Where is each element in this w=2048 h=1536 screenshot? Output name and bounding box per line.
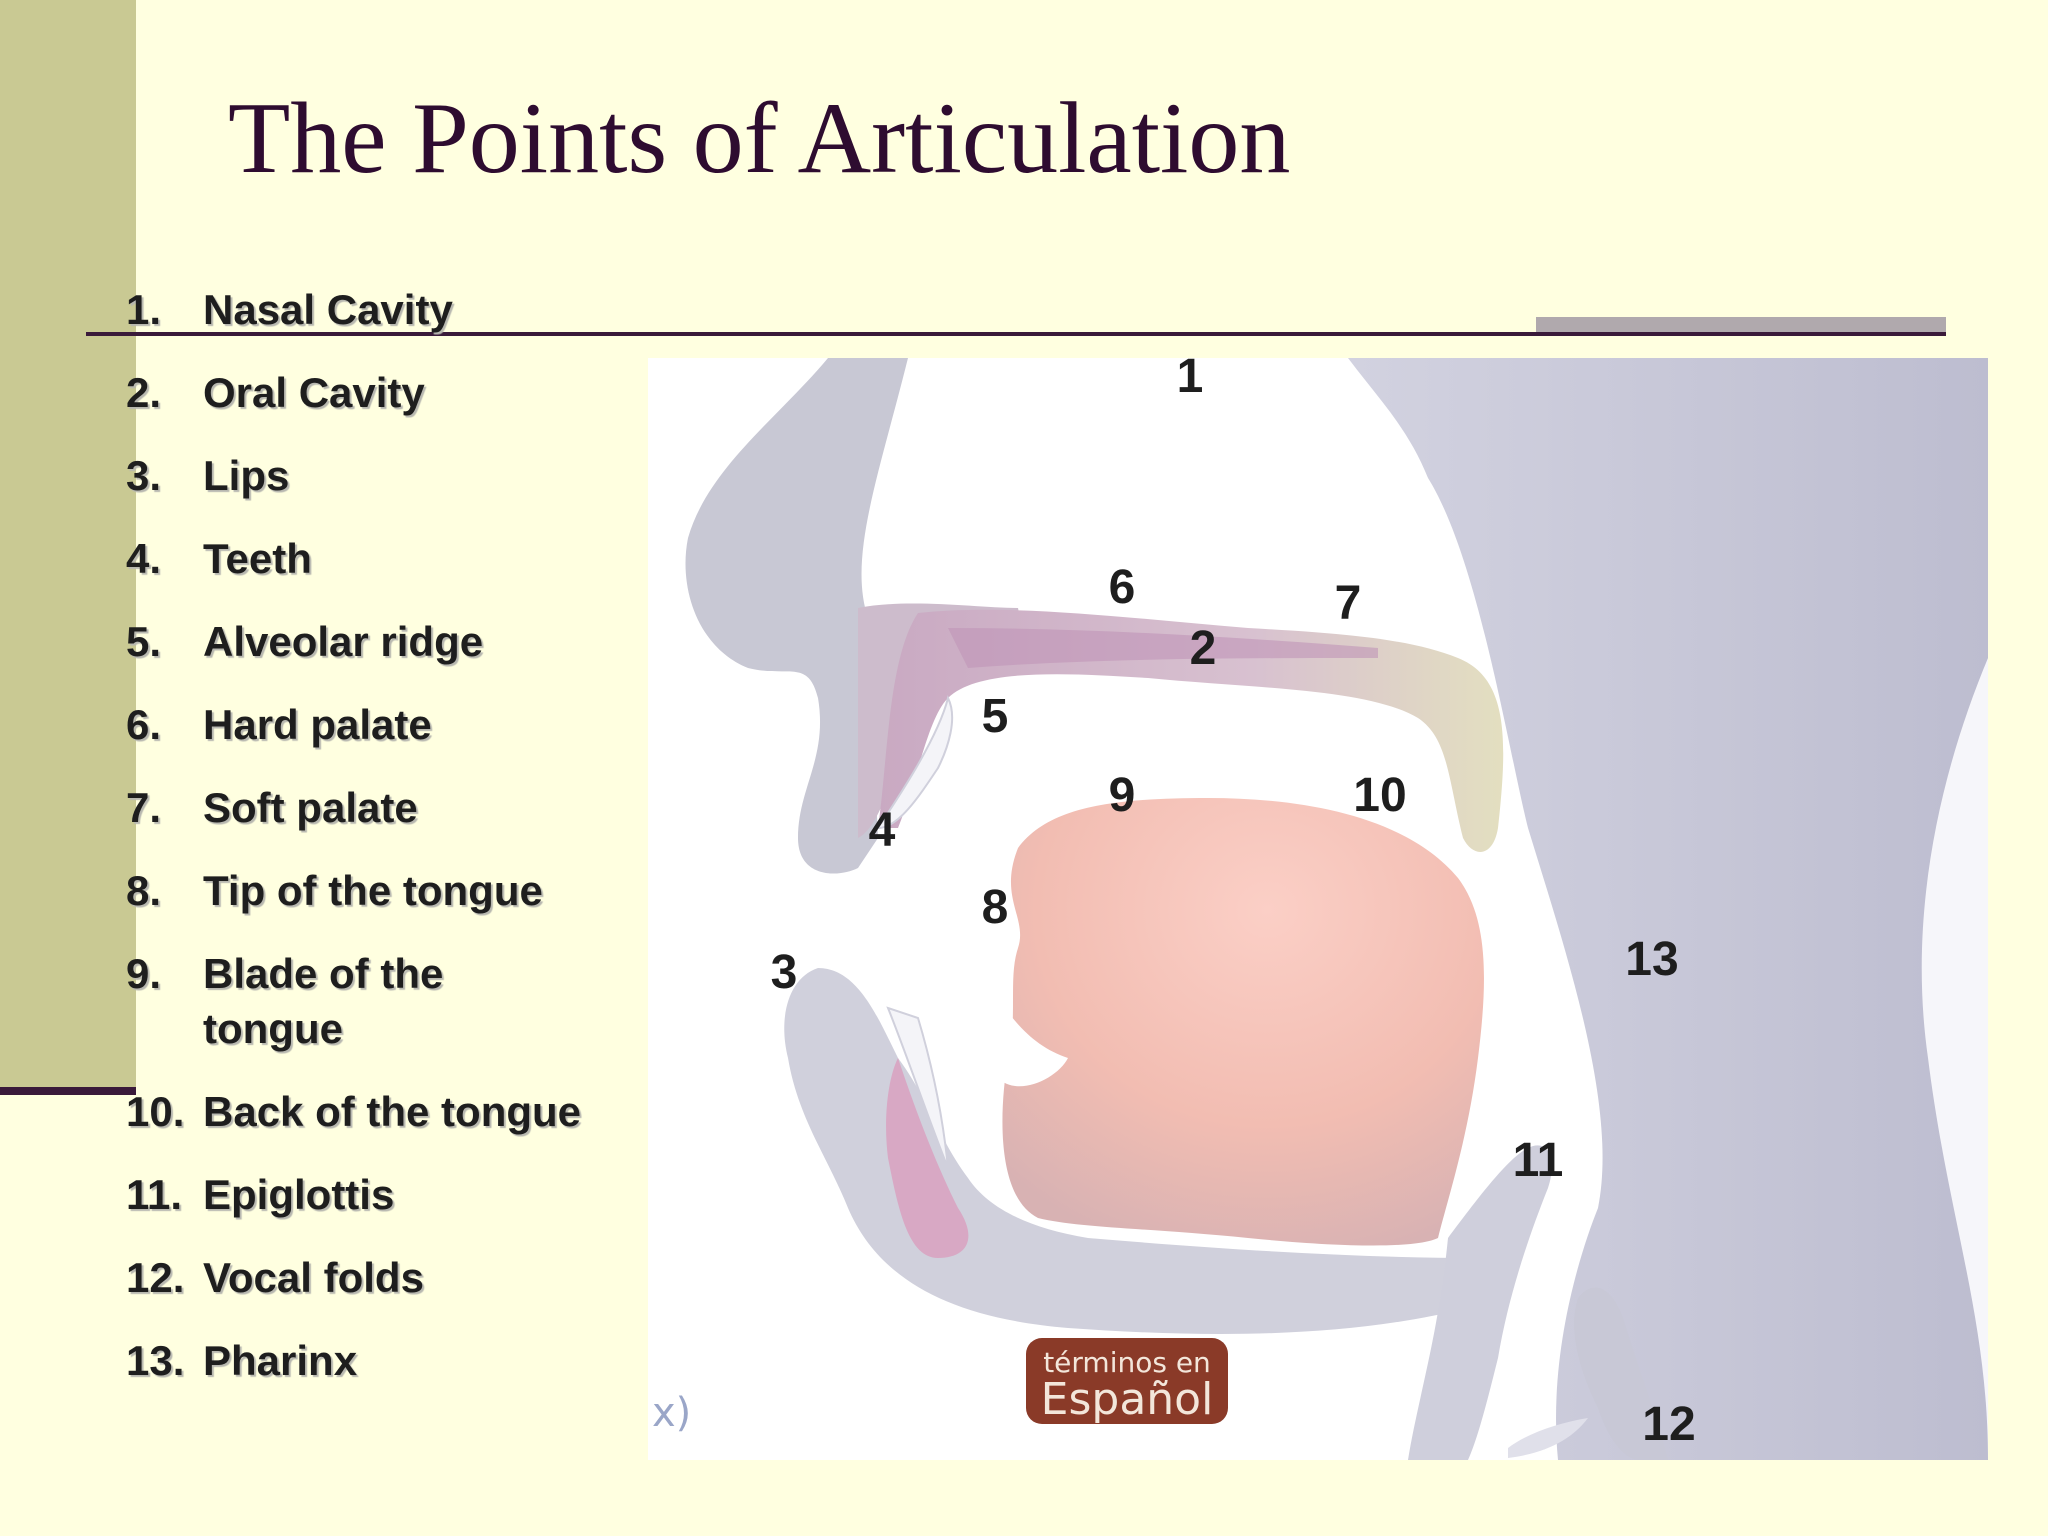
label-4: 4 [868, 804, 896, 857]
list-item [126, 863, 626, 918]
list-item-text: Lips [203, 452, 290, 499]
list-item-text: Epiglottis [203, 1171, 395, 1218]
label-11: 11 [1512, 1134, 1564, 1187]
list-item [126, 448, 626, 503]
label-7: 7 [1334, 577, 1362, 630]
list-item-number: 9. [126, 950, 162, 997]
list-item [126, 780, 626, 835]
list-item-text: Soft palate [203, 784, 418, 831]
list-item-text: Pharinx [203, 1337, 358, 1384]
label-2: 2 [1189, 622, 1217, 675]
list-item-text: Teeth [203, 535, 312, 582]
left-decorative-bar [0, 0, 136, 1090]
logo-line2: Español [1040, 1374, 1214, 1425]
list-item [126, 531, 626, 586]
list-item [126, 1167, 626, 1222]
list-item-text: Blade of the tongue [203, 950, 444, 1052]
left-bar-underline [0, 1087, 136, 1095]
list-item-number: 3. [126, 452, 162, 499]
slide-title: The Points of Articulation [228, 82, 1291, 195]
list-item-number: 12. [126, 1254, 185, 1301]
label-1: 1 [1176, 358, 1204, 403]
list-item-text: Alveolar ridge [203, 618, 484, 665]
corner-mark: x) [652, 1390, 692, 1436]
list-item [126, 946, 626, 1056]
label-13: 13 [1625, 933, 1679, 986]
logo-line1: términos en [1043, 1346, 1211, 1379]
label-12: 12 [1642, 1398, 1696, 1451]
list-item [126, 697, 626, 752]
list-item [126, 614, 626, 669]
tongue [1002, 798, 1484, 1246]
list-item-number: 13. [126, 1337, 185, 1384]
list-item-number: 10. [126, 1088, 185, 1135]
articulation-list [126, 282, 626, 1416]
list-item-text: Hard palate [203, 701, 432, 748]
vocal-tract-svg [648, 358, 1988, 1460]
label-9: 9 [1108, 769, 1136, 822]
terminos-en-espanol-logo [1026, 1338, 1228, 1425]
label-3: 3 [770, 946, 798, 999]
title-rule-block [1536, 317, 1946, 332]
label-6: 6 [1108, 561, 1136, 614]
list-item-number: 2. [126, 369, 162, 416]
list-item-text: Nasal Cavity [203, 286, 453, 333]
vocal-tract-diagram [648, 358, 1988, 1460]
label-5: 5 [981, 690, 1009, 743]
list-item-text: Vocal folds [203, 1254, 424, 1301]
list-item-number: 11. [126, 1171, 183, 1218]
label-8: 8 [981, 881, 1009, 934]
list-item [126, 1084, 626, 1139]
list-item-number: 4. [126, 535, 162, 582]
list-item-text: Back of the tongue [203, 1088, 582, 1135]
list-item-number: 8. [126, 867, 162, 914]
list-item-number: 6. [126, 701, 162, 748]
list-item-text: Oral Cavity [203, 369, 425, 416]
list-item [126, 365, 626, 420]
list-item [126, 1333, 626, 1388]
label-10: 10 [1353, 769, 1407, 822]
list-item-number: 5. [126, 618, 162, 665]
list-item [126, 282, 626, 337]
list-item-text: Tip of the tongue [203, 867, 543, 914]
list-item-number: 7. [126, 784, 162, 831]
list-item-number: 1. [126, 286, 162, 333]
list-item [126, 1250, 626, 1305]
